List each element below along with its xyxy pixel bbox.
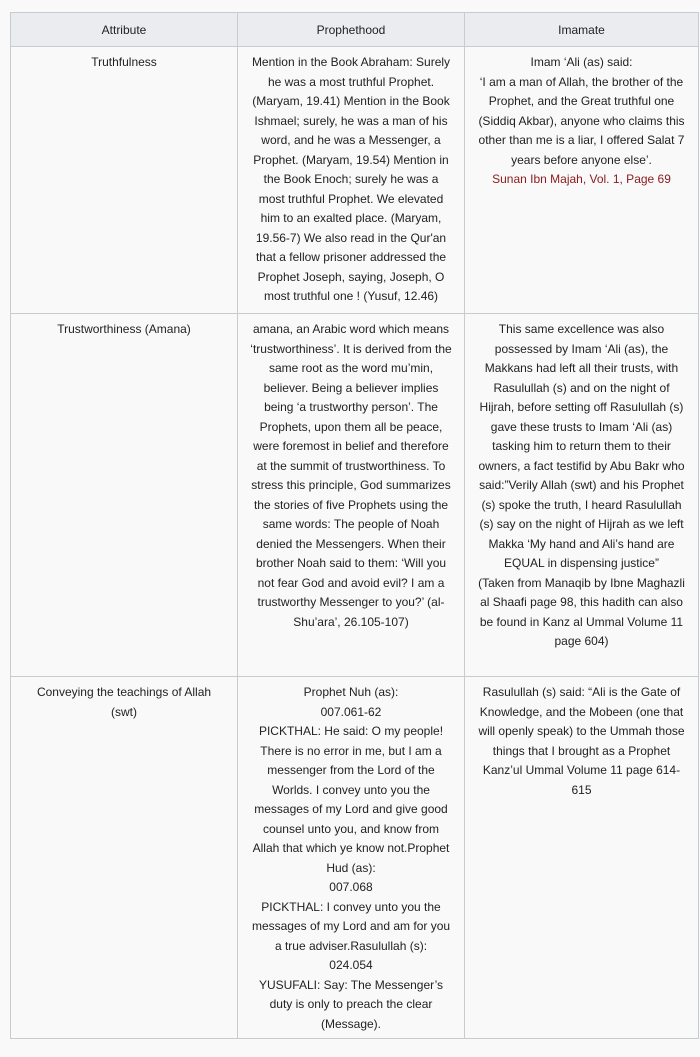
table-row xyxy=(11,677,699,1039)
imamate-intro: Imam ‘Ali (as) said: xyxy=(530,55,633,69)
imamate-quote: ‘I am a man of Allah, the brother of the Prophet, and the Great truthful one (Siddiq Akbar), anyone who claims this other than me is a liar, I offered Salat 7 years before anyone else’. xyxy=(478,74,685,167)
prophethood-line: PICKTHAL: I convey unto you the messages of my Lord and am for you a true adviser.Rasulullah (s): xyxy=(251,899,451,953)
attribute-cell: Conveying the teachings of Allah (swt) xyxy=(11,677,238,1039)
prophethood-line: Prophet Nuh (as): xyxy=(303,685,399,699)
imamate-cell xyxy=(465,314,699,677)
prophethood-line: 007.061-62 xyxy=(320,704,382,719)
imamate-source: Kanz’ul Ummal Volume 11 page 614-615 xyxy=(482,763,681,797)
imamate-reference: Sunan Ibn Majah, Vol. 1, Page 69 xyxy=(492,172,671,186)
header-row xyxy=(11,13,699,47)
table-row xyxy=(11,47,699,314)
imamate-cell xyxy=(465,47,699,314)
prophethood-line: 007.068 xyxy=(329,880,373,894)
imamate-source: (Taken from Manaqib by Ibne Maghazli al Shaafi page 98, this hadith can also be found in Kanz al Ummal Volume 11 page 604) xyxy=(478,575,685,648)
prophethood-cell: Mention in the Book Abraham: Surely he was a most truthful Prophet. (Maryam, 19.41) Mention in the Book Ishmael; surely, he was a man of his word, and he was a Messenger, a Prophet. (Maryam, 19.54) Mention in the Book Enoch; surely he was a most truthful Prophet. We elevated him to an exalted place. (Maryam, 19.56-7) We also read in the Qur'an that a fellow prisoner addressed the Prophet Joseph, saying, Joseph, O most truthful one ! (Yusuf, 12.46) xyxy=(238,47,465,314)
prophethood-line: 024.054 xyxy=(329,958,373,972)
prophethood-cell xyxy=(238,677,465,1039)
header-imamate: Imamate xyxy=(465,13,699,47)
imamate-cell xyxy=(465,677,699,1039)
comparison-table xyxy=(10,12,699,1039)
table-row xyxy=(11,314,699,677)
prophethood-cell: amana, an Arabic word which means ‘trustworthiness’. It is derived from the same root as the word mu’min, believer. Being a believer implies being ‘a trustworthy person’. The Prophets, upon them all be peace, were foremost in belief and therefore at the summit of trustworthiness. To stress this principle, God summarizes the stories of five Prophets using the same words: The people of Noah denied the Messengers. When their brother Noah said to them: ‘Will you not fear God and avoid evil? I am a trustworthy Messenger to you?’ (al-Shu’ara’, 26.105-107) xyxy=(238,314,465,677)
prophethood-line: YUSUFALI: Say: The Messenger’s duty is only to preach the clear (Message). xyxy=(258,977,444,1031)
attribute-cell: Truthfulness xyxy=(11,47,238,314)
prophethood-line: PICKTHAL: He said: O my people! There is no error in me, but I am a messenger from the Lord of the Worlds. I convey unto you the messages of my Lord and give good counsel unto you, and know from Allah that which ye know not.Prophet Hud (as): xyxy=(252,724,450,875)
header-attribute: Attribute xyxy=(11,13,238,47)
imamate-main: This same excellence was also possessed by Imam ‘Ali (as), the Makkans had left all their trusts, with Rasulullah (s) and on the night of Hijrah, before setting off Rasulullah (s) gave these trusts to Imam ‘Ali (as) tasking him to return them to their owners, a fact testifid by Abu Bakr who said:”Verily Allah (swt) and his Prophet (s) spoke the truth, I heard Rasulullah (s) say on the night of Hijrah as we left Makka ‘My hand and Ali’s hand are EQUAL in dispensing justice” xyxy=(478,322,685,570)
imamate-main: Rasulullah (s) said: “Ali is the Gate of Knowledge, and the Mobeen (one that will openly speak) to the Ummah those things that I brought as a Prophet xyxy=(478,685,685,758)
header-prophethood: Prophethood xyxy=(238,13,465,47)
attribute-cell: Trustworthiness (Amana) xyxy=(11,314,238,677)
